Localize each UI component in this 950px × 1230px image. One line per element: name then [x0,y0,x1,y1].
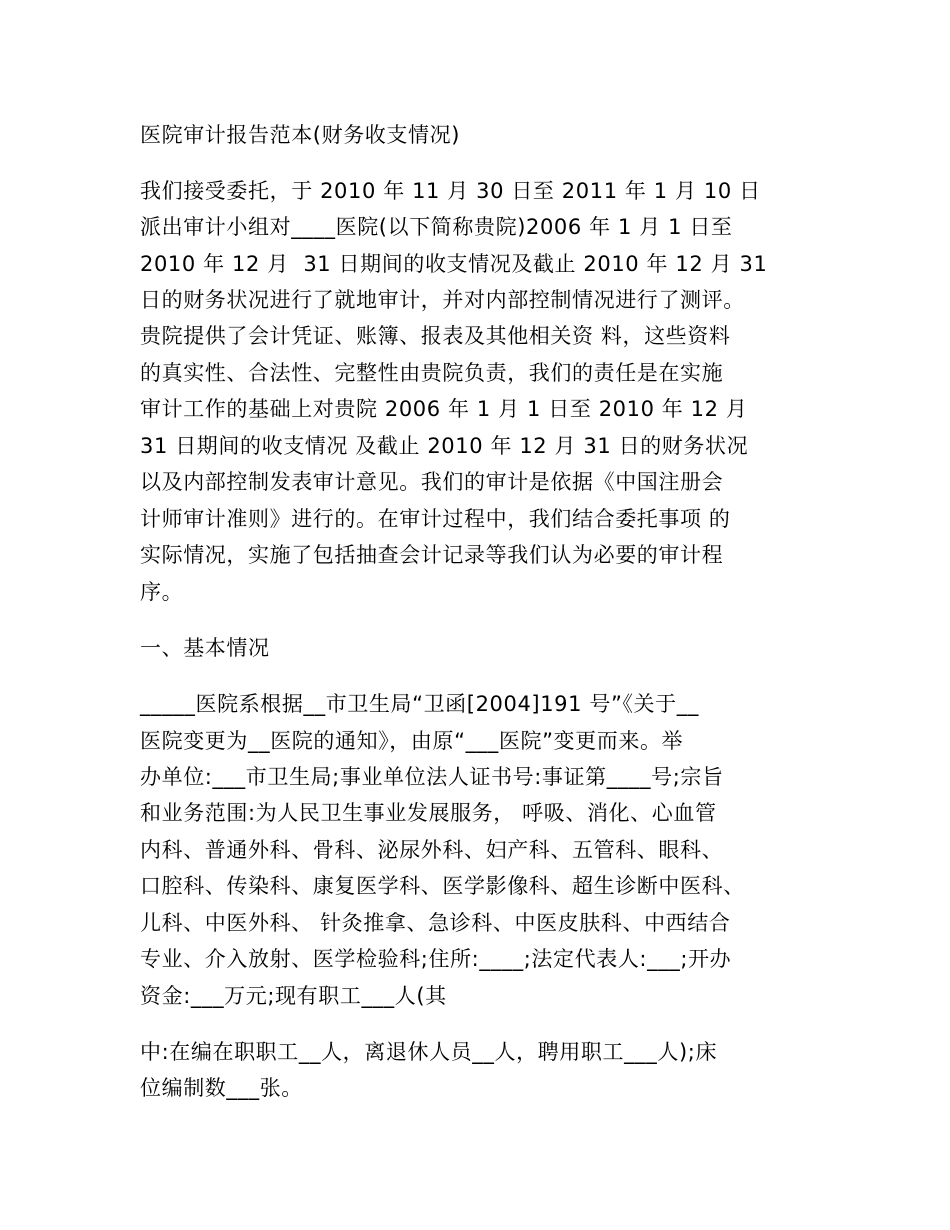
paragraph-1-line-2: 派出审计小组对____医院(以下简称贵院)2006 年 1 月 1 日至 [140,215,733,239]
paragraph-1-line-7: 审计工作的基础上对贵院 2006 年 1 月 1 日至 2010 年 12 月 [140,397,748,421]
paragraph-2-line-9: 资金:___万元;现有职工___人(其 [140,984,447,1008]
section-1-heading: 一、基本情况 [140,636,270,660]
paragraph-2-line-4: 和业务范围:为人民卫生事业发展服务， 呼吸、消化、心血管 [140,801,717,825]
paragraph-2-line-1: _____医院系根据__市卫生局“卫函[2004]191 号”《关于__ [140,692,699,716]
paragraph-3-line-1: 中:在编在职职工__人，离退休人员__人，聘用职工___人);床 [140,1040,718,1064]
paragraph-1-line-9: 以及内部控制发表审计意见。我们的审计是依据《中国注册会 [140,470,724,494]
paragraph-1-line-8: 31 日期间的收支情况 及截止 2010 年 12 月 31 日的财务状况 [140,434,749,458]
paragraph-2-line-3: 办单位:___市卫生局;事业单位法人证书号:事证第____号;宗旨 [140,765,724,789]
paragraph-1-line-4: 日的财务状况进行了就地审计，并对内部控制情况进行了测评。 [140,288,745,312]
paragraph-1-line-12: 序。 [140,580,184,604]
paragraph-1-line-5: 贵院提供了会计凭证、账簿、报表及其他相关资 料，这些资料 [140,324,731,348]
paragraph-1-line-6: 的真实性、合法性、完整性由贵院负责，我们的责任是在实施 [140,361,724,385]
paragraph-1-line-10: 计师审计准则》进行的。在审计过程中，我们结合委托事项 的 [140,507,731,531]
paragraph-2-line-5: 内科、普通外科、骨科、泌尿外科、妇产科、五管科、眼科、 [140,838,724,862]
paragraph-1-line-11: 实际情况，实施了包括抽查会计记录等我们认为必要的审计程 [140,543,724,567]
paragraph-1-line-1: 我们接受委托，于 2010 年 11 月 30 日至 2011 年 1 月 10 日 [140,179,761,203]
paragraph-2-line-2: 医院变更为__医院的通知》，由原“___医院”变更而来。举 [140,729,684,753]
document-title: 医院审计报告范本(财务收支情况) [140,123,460,147]
paragraph-2-line-6: 口腔科、传染科、康复医学科、医学影像科、超生诊断中医科、 [140,874,745,898]
paragraph-3-line-2: 位编制数___张。 [140,1076,303,1100]
paragraph-2-line-8: 专业、介入放射、医学检验科;住所:____;法定代表人:___;开办 [140,947,732,971]
paragraph-1-line-3: 2010 年 12 月 31 日期间的收支情况及截止 2010 年 12 月 31 [140,252,768,276]
paragraph-2-line-7: 儿科、中医外科、 针灸推拿、急诊科、中医皮肤科、中西结合 [140,911,731,935]
